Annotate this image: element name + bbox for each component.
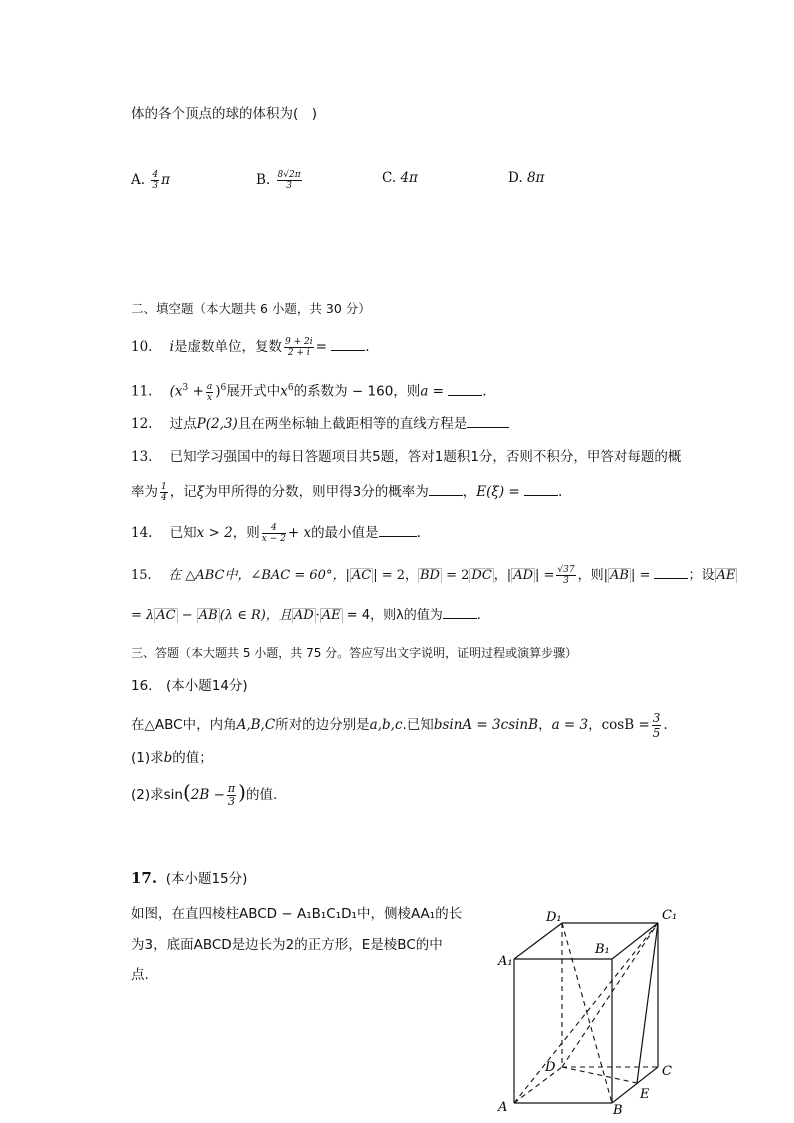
label-c: C (662, 1064, 672, 1079)
question-17-line-2: 为3，底面ABCD是边长为2的正方形，E是棱BC的中 (131, 937, 443, 953)
question-12: 12. 过点P(2,3)且在两坐标轴上截距相等的直线方程是 (131, 414, 509, 434)
answer-blank (448, 394, 482, 396)
question-16-part-2: (2)求sin(2B − $\frac{\pi}{3}$ )的值. (131, 780, 278, 808)
answer-blank (654, 577, 688, 579)
prism-figure (494, 905, 694, 1120)
question-17-heading: 17. (本小题15分) (131, 869, 248, 887)
question-9-stem-tail: 体的各个顶点的球的体积为( ) (131, 106, 318, 122)
section-3-heading: 三、答题（本大题共 5 小题，共 75 分。答应写出文字说明，证明过程或演算步骤） (131, 646, 578, 660)
section-2-heading: 二、填空题（本大题共 6 小题，共 30 分） (131, 301, 371, 316)
label-b1: B₁ (595, 942, 610, 957)
question-16-part-1: (1)求b的值； (131, 750, 213, 766)
label-d: D (545, 1060, 556, 1075)
answer-blank (467, 426, 509, 428)
option-letter: A. (131, 172, 146, 188)
option-c: C. 4π (382, 170, 418, 186)
question-11: 11. ($x^3$ + $\frac{a}{x}$ )$^6$展开式中$x^6$的系数为 − 160，则a = . (131, 381, 487, 403)
question-14: 14. 已知x > 2，则 $\frac{4}{x - 2}$ + x的最小值是 . (131, 523, 421, 544)
question-13-line-1: 13. 已知学习强国中的每日答题项目共5题，答对1题积1分，否则不积分，甲答对每题的概 (131, 449, 682, 465)
question-13-line-2: 率为 $\frac{1}{4}$ ，记ξ为甲所得的分数，则甲得3分的概率为 ，E(ξ) = . (131, 482, 563, 503)
label-a1: A₁ (498, 954, 513, 969)
answer-blank (331, 349, 365, 351)
question-17-line-1: 如图，在直四棱柱ABCD − A₁B₁C₁D₁中，侧棱AA₁的长 (131, 906, 463, 922)
label-c1: C₁ (662, 908, 678, 923)
question-16-heading: 16. (本小题14分) (131, 678, 248, 694)
question-16-stem: 在△ABC中，内角A,B,C所对的边分别是a,b,c.已知bsinA = 3csinB，a = 3，cosB = $\frac{3}{5}$ . (131, 711, 668, 740)
question-15-line-2: = λ AC − AB (λ ∈ R)，且 AD · AE = 4，则λ的值为 . (131, 608, 481, 623)
label-a: A (498, 1100, 508, 1115)
option-b: B. $\frac{8√2\pi}{3}$ (256, 170, 301, 191)
question-10: 10. i是虚数单位，复数 $\frac{9 + 2i}{2 + i}$ = . (131, 337, 370, 358)
q10-fraction: $\frac{9 + 2i}{2 + i}$ (284, 337, 313, 358)
answer-blank (379, 535, 417, 537)
answer-blank (443, 617, 477, 619)
option-b-fraction: $\frac{8√2\pi}{3}$ (277, 170, 301, 191)
question-15-line-1: 15. 在 △ABC中，∠BAC = 60°，| AC | = 2， BD = 2 DC ，| AD | = $\frac{√37}{3}$ ，则| AB | = ；设 AE (131, 565, 736, 586)
option-d: D. 8π (508, 170, 545, 186)
option-a-fraction: $\frac{4}{3}$ (152, 170, 159, 191)
label-e: E (640, 1087, 650, 1102)
option-a: A. $\frac{4}{3}$ π (131, 170, 170, 191)
label-d1: D₁ (546, 910, 562, 925)
label-b: B (613, 1103, 623, 1118)
question-17-line-3: 点. (131, 967, 149, 983)
answer-blank (429, 494, 463, 496)
answer-blank (524, 494, 558, 496)
